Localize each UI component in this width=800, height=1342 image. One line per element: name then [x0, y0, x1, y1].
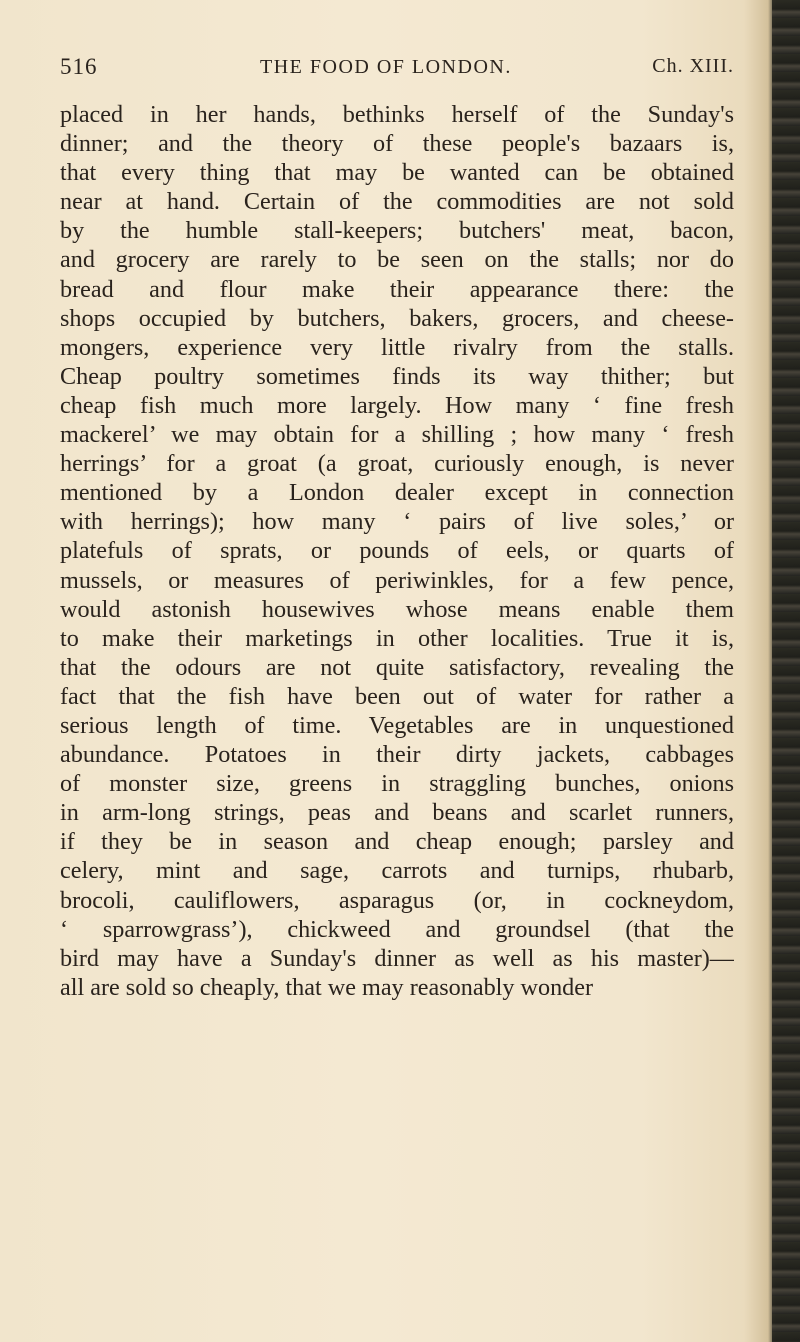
text-line: in arm-long strings, peas and beans and scarlet runners,	[60, 799, 734, 827]
text-line: dinner; and the theory of these people's bazaars is,	[60, 130, 734, 158]
text-line: fact that the fish have been out of water for rather a	[60, 682, 734, 710]
text-line: ‘ sparrowgrass’), chickweed and groundsel (that the	[60, 915, 734, 943]
text-line: abundance. Potatoes in their dirty jackets, cabbages	[60, 741, 734, 769]
chapter-label: Ch. XIII.	[652, 55, 734, 77]
text-line: bird may have a Sunday's dinner as well as his master)—	[60, 944, 734, 972]
text-line: mentioned by a London dealer except in connection	[60, 479, 734, 507]
running-title: THE FOOD OF LONDON.	[260, 56, 512, 78]
text-line: that the odours are not quite satisfactory, revealing the	[60, 653, 734, 681]
text-line: celery, mint and sage, carrots and turnips, rhubarb,	[60, 857, 734, 885]
text-line: mussels, or measures of periwinkles, for a few pence,	[60, 566, 734, 594]
text-line: platefuls of sprats, or pounds of eels, or quarts of	[60, 537, 734, 565]
text-line: cheap fish much more largely. How many ‘ fine fresh	[60, 391, 734, 419]
text-line: all are sold so cheaply, that we may reasonably wonder	[60, 973, 594, 1001]
text-line: bread and flour make their appearance there: the	[60, 275, 734, 303]
text-line: mackerel’ we may obtain for a shilling ; how many ‘ fresh	[60, 421, 734, 449]
text-line: placed in her hands, bethinks herself of the Sunday's	[60, 101, 734, 128]
text-line: and grocery are rarely to be seen on the stalls; nor do	[60, 246, 734, 274]
text-line: serious length of time. Vegetables are in unquestioned	[60, 711, 734, 739]
text-line: Cheap poultry sometimes finds its way thither; but	[60, 362, 734, 390]
text-line: shops occupied by butchers, bakers, grocers, and cheese-	[60, 304, 734, 332]
page-header	[60, 54, 734, 88]
book-binding-edge	[772, 0, 800, 1342]
text-line: if they be in season and cheap enough; parsley and	[60, 828, 734, 856]
text-line: to make their marketings in other localities. True it is,	[60, 624, 734, 652]
page-number: 516	[60, 54, 98, 79]
text-line: by the humble stall-keepers; butchers' meat, bacon,	[60, 217, 734, 245]
text-line: near at hand. Certain of the commodities are not sold	[60, 188, 734, 216]
text-line: brocoli, cauliflowers, asparagus (or, in cockneydom,	[60, 886, 734, 914]
text-line: of monster size, greens in straggling bunches, onions	[60, 770, 734, 798]
text-line: mongers, experience very little rivalry from the stalls.	[60, 333, 734, 361]
text-line: would astonish housewives whose means enable them	[60, 595, 734, 623]
text-line: herrings’ for a groat (a groat, curiously enough, is never	[60, 450, 734, 478]
text-line: that every thing that may be wanted can be obtained	[60, 159, 734, 187]
body-text	[60, 100, 734, 1002]
text-line: with herrings); how many ‘ pairs of live soles,’ or	[60, 508, 734, 536]
